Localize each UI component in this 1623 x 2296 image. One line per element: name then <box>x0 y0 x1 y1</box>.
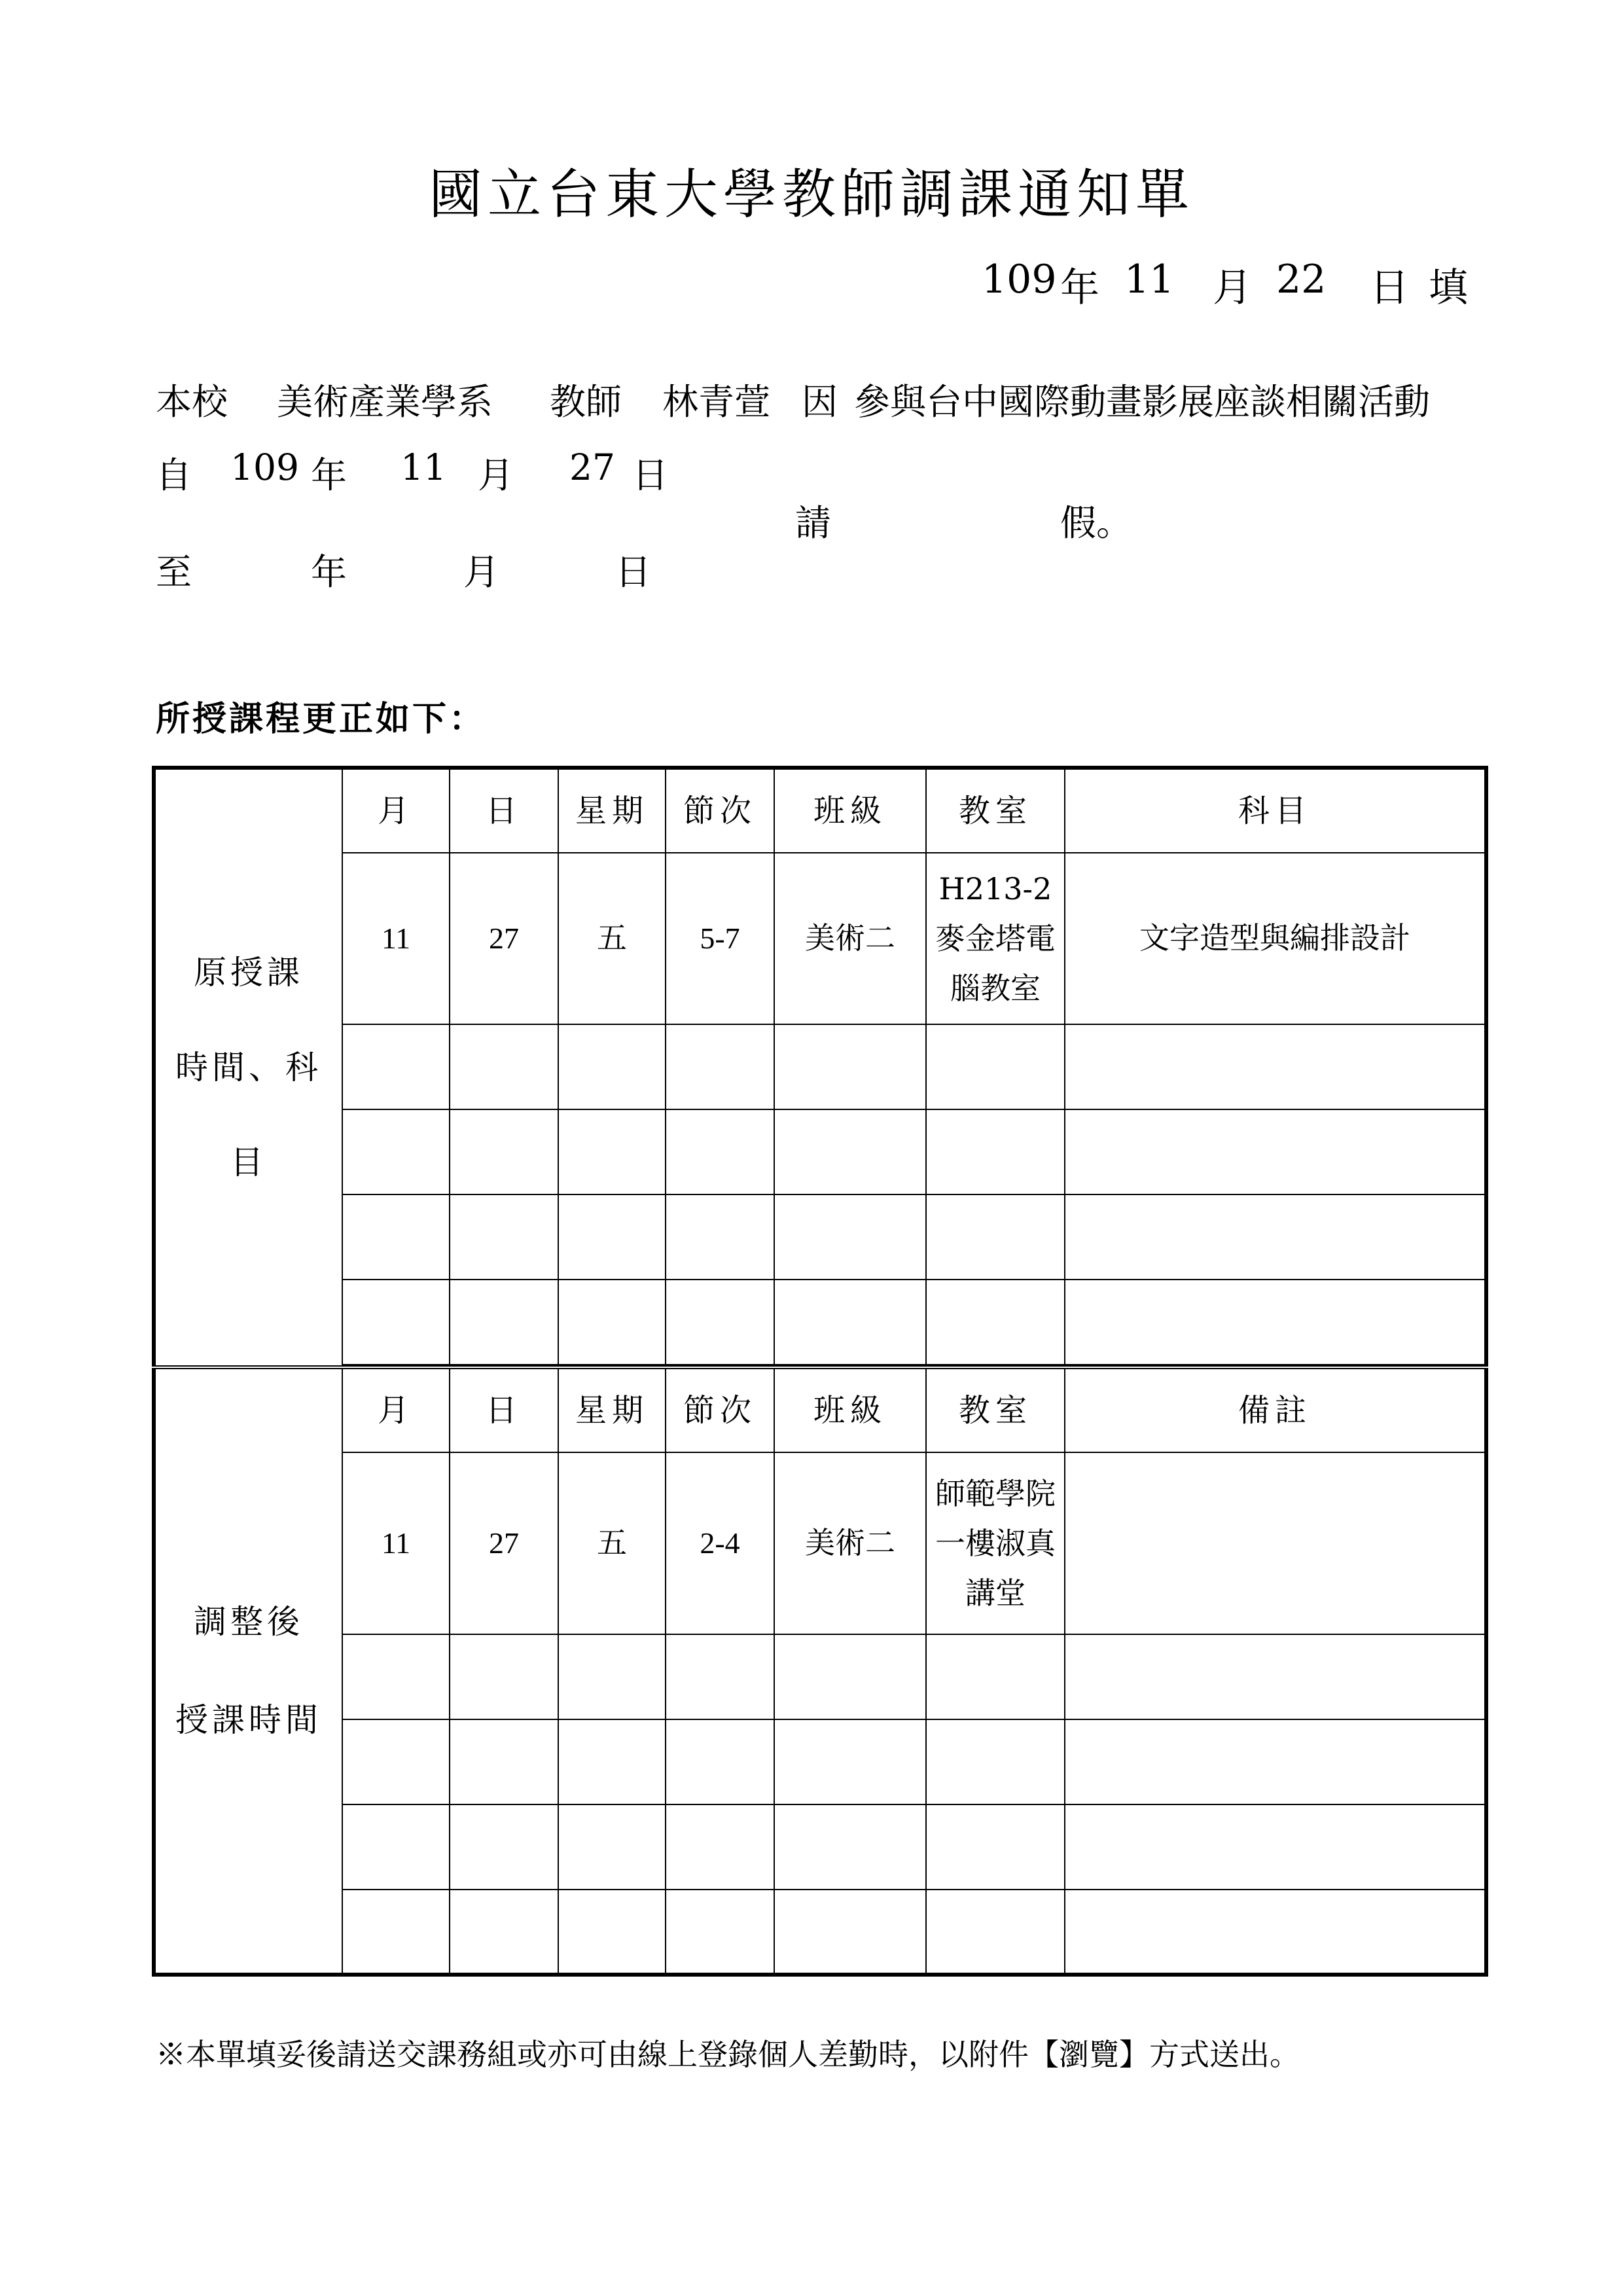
header-day: 日 <box>450 1367 558 1452</box>
cell-period: 5-7 <box>666 853 774 1024</box>
schedule-table <box>152 766 1488 1977</box>
to-year-unit: 年 <box>311 551 348 593</box>
fill-date-year: 109 <box>982 257 1057 302</box>
header-subject: 科目 <box>1065 768 1486 853</box>
cell-room <box>926 1452 1065 1634</box>
empty-row <box>154 1109 1486 1194</box>
header-weekday: 星期 <box>558 768 666 853</box>
header-period: 節次 <box>666 1367 774 1452</box>
original-side-label <box>154 768 342 1367</box>
reason-label: 因 <box>802 381 838 423</box>
original-side-label-line: 原授課 <box>194 953 304 992</box>
table-row <box>154 1452 1486 1634</box>
cell-month: 11 <box>342 1452 450 1634</box>
cell-subject: 文字造型與編排設計 <box>1065 853 1486 1024</box>
room-line: H213-2 <box>938 871 1052 906</box>
header-note: 備註 <box>1065 1367 1486 1452</box>
adjusted-side-label-line: 調整後 <box>194 1603 304 1641</box>
header-month: 月 <box>342 1367 450 1452</box>
school-label: 本校 <box>156 381 228 423</box>
cell-day: 27 <box>450 1452 558 1634</box>
adjusted-side-label <box>154 1367 342 1975</box>
room-line: 講堂 <box>965 1575 1026 1611</box>
fill-date-month: 11 <box>1124 257 1175 302</box>
section-title: 所授課程更正如下： <box>156 699 486 739</box>
fill-date-day: 22 <box>1276 257 1327 302</box>
cell-weekday: 五 <box>558 853 666 1024</box>
fill-date-day-unit: 日 <box>1370 265 1409 311</box>
header-month: 月 <box>342 768 450 853</box>
cell-month: 11 <box>342 853 450 1024</box>
to-month-unit: 月 <box>463 551 500 593</box>
to-label: 至 <box>156 551 192 593</box>
cell-room <box>926 853 1065 1024</box>
cell-note <box>1065 1452 1486 1634</box>
header-room: 教室 <box>926 1367 1065 1452</box>
empty-row <box>154 1890 1486 1975</box>
header-period: 節次 <box>666 768 774 853</box>
header-weekday: 星期 <box>558 1367 666 1452</box>
cell-class: 美術二 <box>774 853 926 1024</box>
header-room: 教室 <box>926 768 1065 853</box>
room-line: 腦教室 <box>950 971 1041 1006</box>
empty-row <box>154 1024 1486 1109</box>
to-day-unit: 日 <box>615 551 652 593</box>
empty-row <box>154 1280 1486 1365</box>
department: 美術產業學系 <box>277 381 493 423</box>
empty-row <box>154 1194 1486 1280</box>
fill-date-suffix: 填 <box>1429 265 1468 311</box>
table-row <box>154 853 1486 1024</box>
fill-date-year-unit: 年 <box>1060 265 1099 311</box>
from-year-unit: 年 <box>311 454 348 496</box>
empty-row <box>154 1719 1486 1804</box>
adjusted-header-row <box>154 1367 1486 1452</box>
from-month: 11 <box>401 446 446 488</box>
room-line: 師範學院 <box>935 1476 1056 1511</box>
original-side-label-line: 時間、科 <box>175 1048 322 1086</box>
cell-class: 美術二 <box>774 1452 926 1634</box>
from-year: 109 <box>230 446 299 488</box>
adjusted-side-label-line: 授課時間 <box>175 1701 322 1739</box>
header-class: 班級 <box>774 1367 926 1452</box>
room-line: 麥金塔電 <box>935 921 1056 956</box>
empty-row <box>154 1804 1486 1890</box>
reason: 參與台中國際動畫影展座談相關活動 <box>854 381 1431 423</box>
room-line: 一樓淑真 <box>935 1526 1056 1561</box>
leave-char-1: 請 <box>795 502 832 544</box>
fill-date-month-unit: 月 <box>1213 265 1252 311</box>
footnote: ※本單填妥後請送交課務組或亦可由線上登錄個人差勤時，以附件【瀏覽】方式送出。 <box>156 2037 1300 2072</box>
role: 教師 <box>550 381 622 423</box>
cell-period: 2-4 <box>666 1452 774 1634</box>
form-title: 國立台東大學教師調課通知單 <box>428 164 1194 226</box>
cell-weekday: 五 <box>558 1452 666 1634</box>
from-day-unit: 日 <box>632 454 669 496</box>
original-header-row <box>154 768 1486 853</box>
teacher-name: 林青萱 <box>662 381 771 423</box>
header-day: 日 <box>450 768 558 853</box>
cell-day: 27 <box>450 853 558 1024</box>
from-month-unit: 月 <box>478 454 514 496</box>
empty-row <box>154 1634 1486 1719</box>
original-side-label-line: 目 <box>230 1143 267 1181</box>
header-class: 班級 <box>774 768 926 853</box>
from-label: 自 <box>156 454 192 496</box>
leave-char-2: 假。 <box>1060 502 1133 544</box>
from-day: 27 <box>569 446 615 488</box>
